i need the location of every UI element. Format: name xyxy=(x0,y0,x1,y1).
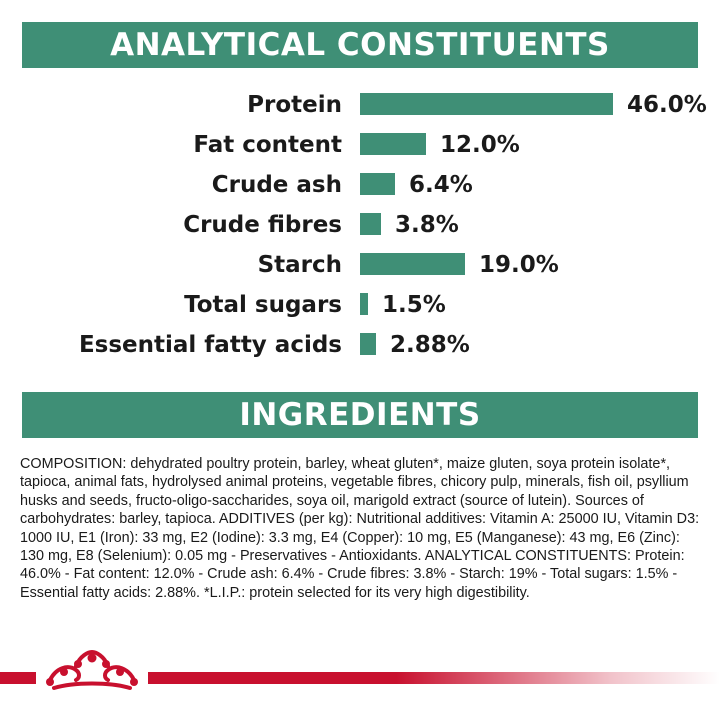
value-bar xyxy=(360,133,426,155)
category-label: Crude fibres xyxy=(183,212,342,238)
ingredients-banner xyxy=(22,392,698,438)
value-bar xyxy=(360,293,368,315)
chart-row xyxy=(0,325,720,365)
value-bar xyxy=(360,93,613,115)
value-label: 19.0% xyxy=(479,252,559,278)
category-label: Fat content xyxy=(193,132,342,158)
category-label: Starch xyxy=(257,252,342,278)
value-bar xyxy=(360,253,465,275)
category-label: Protein xyxy=(247,92,342,118)
category-label: Crude ash xyxy=(211,172,342,198)
royal-canin-crown-icon xyxy=(36,642,148,698)
ingredients-composition-text: COMPOSITION: dehydrated poultry protein, barley, wheat gluten*, maize gluten, soya protein isolate*, tapioca, animal fats, hydrolysed animal proteins, vegetable fibres, chicory pulp, minerals, fish oil, psyllium husks and seeds, fructo-oligo-saccharides, soya oil, marigold extract (source of lutein). Sources of carbohydrates: barley, tapioca. ADDITIVES (per kg): Nutritional additives: Vitamin A: 25000 IU, Vitamin D3: 1000 IU, E1 (Iron): 33 mg, E2 (Iodine): 3.3 mg, E4 (Copper): 10 mg, E5 (Manganese): 43 mg, E6 (Zinc): 130 mg, E8 (Selenium): 0.05 mg - Preservatives - Antioxidants. ANALYTICAL CONSTITUENTS: Protein: 46.0% - Fat content: 12.0% - Crude ash: 6.4% - Crude fibres: 3.8% - Starch: 19% - Total sugars: 1.5% - Essential fatty acids: 2.88%. *L.I.P.: protein selected for its very high digestibility. xyxy=(20,456,700,601)
value-bar xyxy=(360,333,376,355)
value-label: 12.0% xyxy=(440,132,520,158)
value-bar xyxy=(360,173,395,195)
analytical-constituents-banner xyxy=(22,22,698,68)
analytical-constituents-heading: ANALYTICAL CONSTITUENTS xyxy=(110,27,610,63)
chart-row xyxy=(0,125,720,165)
chart-row xyxy=(0,205,720,245)
value-bar xyxy=(360,213,381,235)
value-label: 6.4% xyxy=(409,172,473,198)
value-label: 2.88% xyxy=(390,332,470,358)
chart-row xyxy=(0,165,720,205)
chart-row xyxy=(0,85,720,125)
ingredients-heading: INGREDIENTS xyxy=(239,397,481,433)
category-label: Essential fatty acids xyxy=(78,332,342,358)
value-label: 1.5% xyxy=(382,292,446,318)
chart-row xyxy=(0,285,720,325)
value-label: 3.8% xyxy=(395,212,459,238)
chart-row xyxy=(0,245,720,285)
category-label: Total sugars xyxy=(184,292,342,318)
value-label: 46.0% xyxy=(627,92,707,118)
